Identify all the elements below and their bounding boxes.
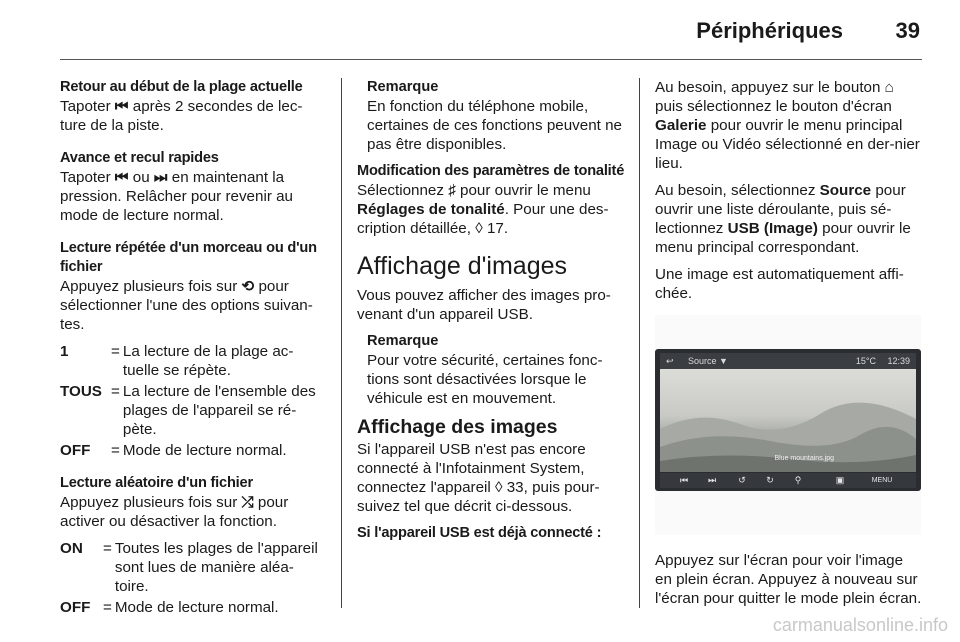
list-item: OFF = Mode de lecture normal. <box>60 599 279 616</box>
repeat-icon: ⟲ <box>241 278 255 295</box>
note-box <box>357 332 627 408</box>
page-number: 39 <box>895 18 920 43</box>
note-text: En fonction du téléphone mobile, certaines de ces fonctions peuvent ne pas être disponibles. <box>367 98 622 153</box>
subsection-title: Affichage des images <box>357 416 558 438</box>
repeat-options-list <box>60 342 327 460</box>
paragraph: Au besoin, appuyez sur le bouton ⌂ puis sélectionnez le bouton d'écran Galerie pour ouvrir le menu principal Image ou Vidéo sélectionné en der-nier lieu. <box>655 79 920 172</box>
home-icon: ⌂ <box>884 79 894 96</box>
intro-paragraph: Vous pouvez afficher des images pro-venant d'un appareil USB. <box>357 287 611 323</box>
list-item: ON = Toutes les plages de l'appareil sont lues de manière aléa-toire. <box>60 540 318 595</box>
watermark: carmanualsonline.info <box>772 615 948 635</box>
note-box <box>357 78 627 154</box>
screen-frame <box>655 349 921 491</box>
section-heading: Lecture aléatoire d'un fichier <box>60 475 253 491</box>
shuffle-options-list <box>60 539 327 617</box>
rotate-right-icon: ↻ <box>766 475 774 485</box>
paragraph: Tapoter ⏮ après 2 secondes de lec-ture de la piste. <box>60 98 303 134</box>
control-bar <box>660 473 916 488</box>
status-bar <box>660 353 916 369</box>
previous-track-icon: ⏮ <box>114 169 129 186</box>
bold-instruction: Si l'appareil USB est déjà connecté : <box>357 525 602 541</box>
list-item: 1 = La lecture de la plage ac-tuelle se répète. <box>60 343 294 379</box>
section-heading: Retour au début de la plage actuelle <box>60 79 303 95</box>
section-heading: Modification des paramètres de tonalité <box>357 163 625 179</box>
header-divider <box>60 59 922 60</box>
rotate-left-icon: ↺ <box>738 475 746 485</box>
column-divider <box>639 78 640 608</box>
shuffle-icon: ⤮ <box>241 494 254 511</box>
column-right <box>655 78 923 608</box>
column-middle <box>357 78 627 543</box>
tone-icon: ♯ <box>448 182 456 199</box>
section-restart-track <box>60 78 327 135</box>
note-heading: Remarque <box>367 333 439 349</box>
back-icon: ↩ <box>666 356 674 366</box>
next-icon: ⏭ <box>707 475 717 485</box>
paragraph: Au besoin, sélectionnez Source pour ouvrir une liste déroulante, puis sé-lectionnez USB (Image) pour ouvrir le menu principal correspondant. <box>655 182 911 256</box>
paragraph: Tapoter ⏮ ou ⏭ en maintenant la pression. Relâcher pour revenir au mode de lecture normal. <box>60 169 293 224</box>
paragraph: Appuyez sur l'écran pour voir l'image en plein écran. Appuyez à nouveau sur l'écran pour quitter le mode plein écran. <box>655 552 922 607</box>
clock: 12:39 <box>887 356 910 366</box>
section-shuffle <box>60 474 327 531</box>
previous-track-icon: ⏮ <box>114 98 129 115</box>
section-repeat <box>60 239 327 334</box>
page-header <box>0 0 960 60</box>
section-heading: Lecture répétée d'un morceau ou d'un fichier <box>60 240 317 275</box>
paragraph: Appuyez plusieurs fois sur ⟲ pour sélectionner l'une des options suivan-tes. <box>60 278 313 333</box>
list-item: OFF = Mode de lecture normal. <box>60 442 287 459</box>
image-caption: Blue mountains.jpg <box>774 455 834 462</box>
page-ref-icon: ◊ <box>475 220 483 237</box>
menu-button: MENU <box>871 477 893 484</box>
temperature: 15°C <box>855 356 876 366</box>
note-text: Pour votre sécurité, certaines fonc-tions sont désactivées lorsque le véhicule est en mouvement. <box>367 352 603 407</box>
source-dropdown: Source ▼ <box>688 356 728 366</box>
column-divider <box>341 78 342 608</box>
infotainment-screenshot <box>655 315 921 535</box>
previous-icon: ⏮ <box>679 475 689 485</box>
zoom-icon: ⚲ <box>794 475 802 485</box>
paragraph: Une image est automatiquement affi-chée. <box>655 266 904 302</box>
section-fast-forward <box>60 149 327 225</box>
section-heading: Avance et recul rapides <box>60 150 219 166</box>
slideshow-icon: ▣ <box>835 475 845 485</box>
section-tone-settings <box>357 162 627 238</box>
column-left <box>60 78 327 631</box>
note-heading: Remarque <box>367 79 439 95</box>
section-title: Périphériques <box>696 18 843 43</box>
page-ref-icon: ◊ <box>495 479 503 496</box>
chapter-title: Affichage d'images <box>357 252 567 280</box>
paragraph: Appuyez plusieurs fois sur ⤮ pour activer ou désactiver la fonction. <box>60 494 289 530</box>
list-item: TOUS = La lecture de l'ensemble des plages de l'appareil se ré-pète. <box>60 383 316 438</box>
photo-image <box>660 369 916 472</box>
paragraph: Si l'appareil USB n'est pas encore connecté à l'Infotainment System, connectez l'appareil ◊ 33, puis pour-suivez tel que décrit ci-dessous. <box>357 441 600 515</box>
paragraph: Sélectionnez ♯ pour ouvrir le menu Réglages de tonalité. Pour une des-cription détaillée, ◊ 17. <box>357 182 609 237</box>
next-track-icon: ⏭ <box>153 169 168 186</box>
